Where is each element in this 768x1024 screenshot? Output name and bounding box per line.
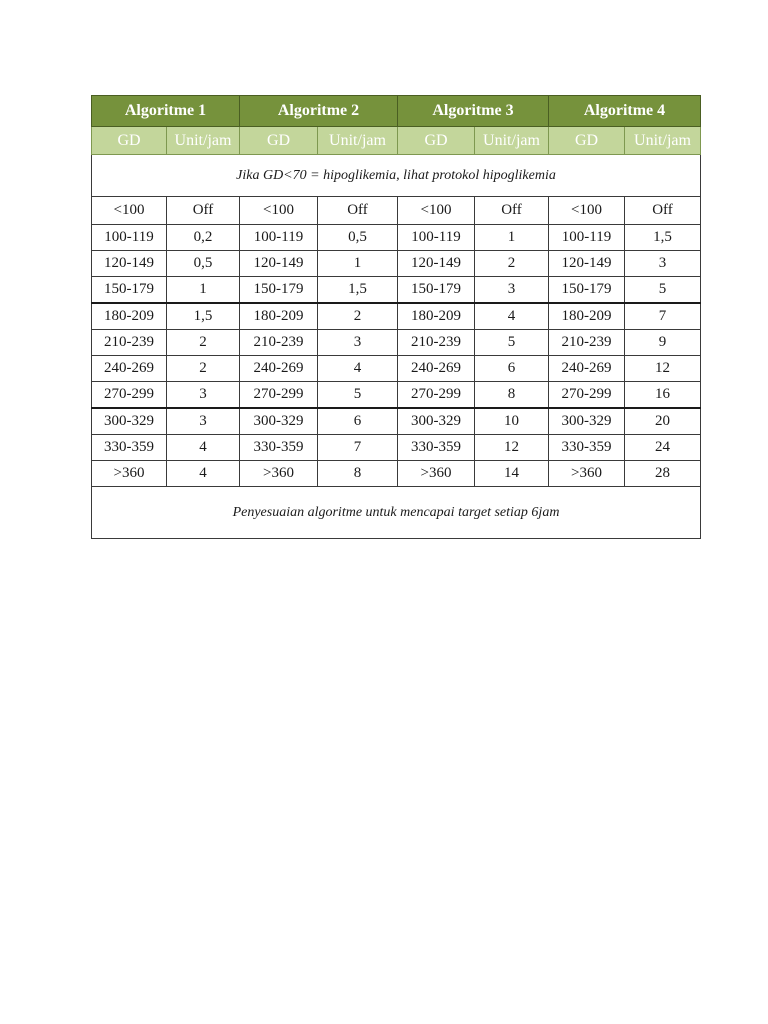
table-cell: >360 [240, 461, 318, 487]
algorithm-header-row [92, 96, 701, 127]
table-cell: 8 [318, 461, 398, 487]
table-cell: 1 [318, 251, 398, 277]
table-cell: 150-179 [549, 277, 625, 304]
table-cell: 28 [625, 461, 701, 487]
unit-per-hour-subheader: Unit/jam [167, 127, 240, 155]
table-row [92, 277, 701, 304]
algorithm-2-header: Algoritme 2 [240, 96, 398, 127]
table-cell: 240-269 [240, 356, 318, 382]
table-cell: 12 [475, 435, 549, 461]
table-cell: Off [625, 197, 701, 225]
table-row [92, 225, 701, 251]
table-cell: 4 [475, 303, 549, 330]
table-cell: 1,5 [625, 225, 701, 251]
table-cell: 1,5 [318, 277, 398, 304]
table-cell: 20 [625, 408, 701, 435]
gd-subheader: GD [240, 127, 318, 155]
table-cell: 150-179 [240, 277, 318, 304]
table-cell: 24 [625, 435, 701, 461]
insulin-algorithm-table-container [91, 95, 700, 539]
table-cell: 210-239 [240, 330, 318, 356]
table-cell: 180-209 [398, 303, 475, 330]
table-cell: 3 [167, 382, 240, 409]
table-cell: 5 [475, 330, 549, 356]
table-cell: 5 [625, 277, 701, 304]
table-cell: 2 [318, 303, 398, 330]
table-cell: 6 [475, 356, 549, 382]
table-cell: <100 [398, 197, 475, 225]
table-cell: 270-299 [92, 382, 167, 409]
gd-subheader: GD [549, 127, 625, 155]
table-cell: 3 [625, 251, 701, 277]
table-cell: 180-209 [240, 303, 318, 330]
table-cell: 3 [475, 277, 549, 304]
table-cell: 240-269 [549, 356, 625, 382]
table-cell: 150-179 [92, 277, 167, 304]
table-cell: 120-149 [240, 251, 318, 277]
table-cell: 1,5 [167, 303, 240, 330]
table-cell: 4 [167, 435, 240, 461]
table-cell: Off [167, 197, 240, 225]
table-cell: <100 [92, 197, 167, 225]
table-cell: 1 [167, 277, 240, 304]
table-cell: 330-359 [92, 435, 167, 461]
table-row [92, 408, 701, 435]
table-cell: >360 [398, 461, 475, 487]
table-cell: 100-119 [240, 225, 318, 251]
table-cell: 180-209 [549, 303, 625, 330]
column-subheader-row [92, 127, 701, 155]
table-cell: 6 [318, 408, 398, 435]
table-row [92, 461, 701, 487]
table-cell: 100-119 [549, 225, 625, 251]
table-cell: 300-329 [92, 408, 167, 435]
table-row [92, 356, 701, 382]
table-cell: 10 [475, 408, 549, 435]
table-cell: <100 [240, 197, 318, 225]
algorithm-3-header: Algoritme 3 [398, 96, 549, 127]
table-cell: 7 [318, 435, 398, 461]
table-cell: 0,5 [167, 251, 240, 277]
table-cell: 16 [625, 382, 701, 409]
table-cell: 270-299 [240, 382, 318, 409]
table-cell: 210-239 [398, 330, 475, 356]
table-cell: Off [318, 197, 398, 225]
table-cell: 3 [167, 408, 240, 435]
table-cell: 4 [318, 356, 398, 382]
table-cell: Off [475, 197, 549, 225]
table-cell: 2 [167, 356, 240, 382]
table-cell: 14 [475, 461, 549, 487]
unit-per-hour-subheader: Unit/jam [318, 127, 398, 155]
table-cell: 100-119 [398, 225, 475, 251]
unit-per-hour-subheader: Unit/jam [625, 127, 701, 155]
table-cell: 330-359 [240, 435, 318, 461]
table-cell: 5 [318, 382, 398, 409]
table-row [92, 330, 701, 356]
gd-subheader: GD [398, 127, 475, 155]
table-cell: 210-239 [549, 330, 625, 356]
table-cell: 240-269 [398, 356, 475, 382]
table-cell: >360 [549, 461, 625, 487]
table-cell: 9 [625, 330, 701, 356]
table-cell: 150-179 [398, 277, 475, 304]
table-cell: >360 [92, 461, 167, 487]
table-row [92, 303, 701, 330]
table-cell: 240-269 [92, 356, 167, 382]
table-cell: 2 [167, 330, 240, 356]
adjustment-footer-note: Penyesuaian algoritme untuk mencapai target setiap 6jam [92, 487, 701, 539]
table-cell: 3 [318, 330, 398, 356]
hypoglycemia-note: Jika GD<70 = hipoglikemia, lihat protokol hipoglikemia [92, 155, 701, 197]
table-cell: 4 [167, 461, 240, 487]
table-cell: 300-329 [398, 408, 475, 435]
table-cell: 270-299 [398, 382, 475, 409]
table-cell: 12 [625, 356, 701, 382]
footer-note-row [92, 487, 701, 539]
insulin-algorithm-table [91, 95, 701, 539]
table-cell: 2 [475, 251, 549, 277]
table-cell: 120-149 [398, 251, 475, 277]
table-cell: 180-209 [92, 303, 167, 330]
table-row [92, 382, 701, 409]
table-cell: 300-329 [549, 408, 625, 435]
table-cell: 270-299 [549, 382, 625, 409]
table-cell: 120-149 [549, 251, 625, 277]
table-row [92, 197, 701, 225]
table-cell: <100 [549, 197, 625, 225]
hypoglycemia-note-row [92, 155, 701, 197]
table-cell: 7 [625, 303, 701, 330]
table-cell: 0,2 [167, 225, 240, 251]
table-cell: 330-359 [549, 435, 625, 461]
algorithm-4-header: Algoritme 4 [549, 96, 701, 127]
table-row [92, 251, 701, 277]
table-cell: 0,5 [318, 225, 398, 251]
unit-per-hour-subheader: Unit/jam [475, 127, 549, 155]
table-cell: 210-239 [92, 330, 167, 356]
table-cell: 1 [475, 225, 549, 251]
table-cell: 330-359 [398, 435, 475, 461]
table-cell: 120-149 [92, 251, 167, 277]
table-cell: 8 [475, 382, 549, 409]
table-cell: 300-329 [240, 408, 318, 435]
table-cell: 100-119 [92, 225, 167, 251]
table-row [92, 435, 701, 461]
gd-subheader: GD [92, 127, 167, 155]
algorithm-1-header: Algoritme 1 [92, 96, 240, 127]
